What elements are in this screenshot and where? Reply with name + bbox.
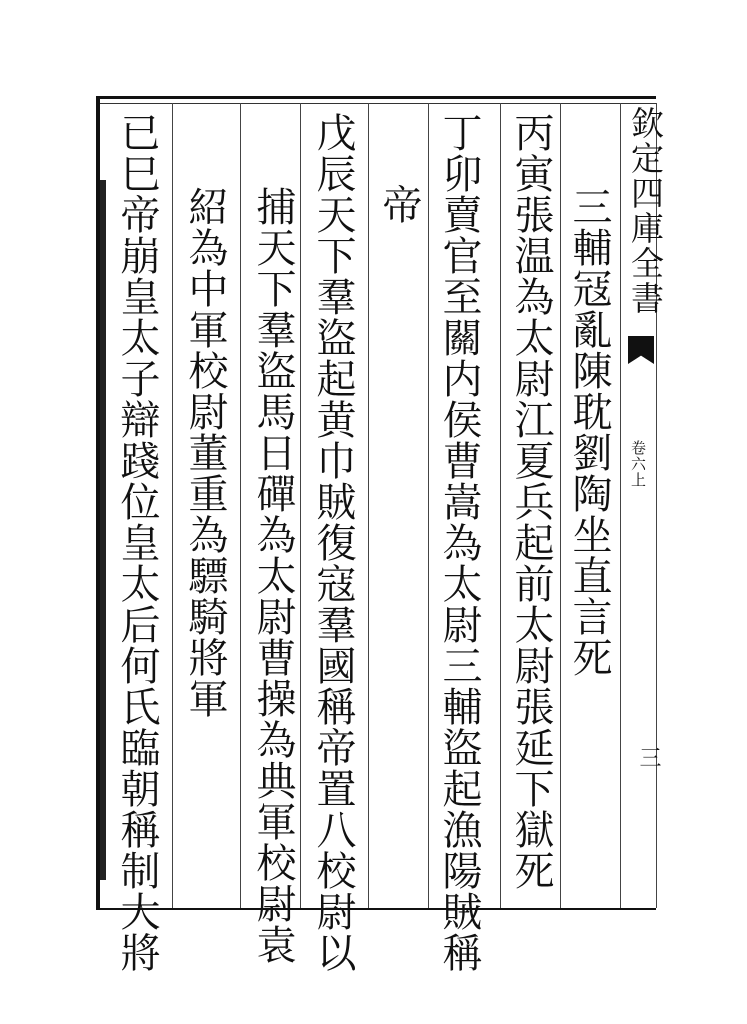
frame-inner-border <box>98 103 656 104</box>
column-rule <box>300 103 301 908</box>
frame-bottom-border <box>98 908 656 910</box>
column-rule <box>500 103 501 908</box>
text-column-4: 帝 <box>376 184 422 225</box>
column-rule <box>172 103 173 908</box>
column-rule <box>560 103 561 908</box>
text-column-5: 戊辰天下羣盜起黄巾賊復寇羣國稱帝置八校尉以 <box>310 112 356 973</box>
column-rule <box>428 103 429 908</box>
book-title: 欽定四庫全書 <box>626 106 665 316</box>
text-column-3: 丁卯賣官至關内侯曹嵩為太尉三輔盜起漁陽賊稱 <box>436 112 482 973</box>
frame-top-border <box>98 96 656 99</box>
binding-edge <box>100 180 106 880</box>
text-column-8: 已巳帝崩皇太子辯踐位皇太后何氏臨朝稱制大將 <box>114 112 160 973</box>
column-rule <box>368 103 369 908</box>
column-rule <box>240 103 241 908</box>
text-column-6: 捕天下羣盜馬日磾為太尉曹操為典軍校尉袁 <box>250 186 296 965</box>
text-column-1: 三輔冦亂陳耽劉陶坐直言死 <box>566 186 612 678</box>
text-column-2: 丙寅張温為太尉江夏兵起前太尉張延下獄死 <box>508 112 554 891</box>
page-number: 三 <box>636 746 661 768</box>
text-column-7: 紹為中軍校尉董重為驃騎將軍 <box>182 186 228 719</box>
volume-label: 卷六上 <box>629 440 647 488</box>
